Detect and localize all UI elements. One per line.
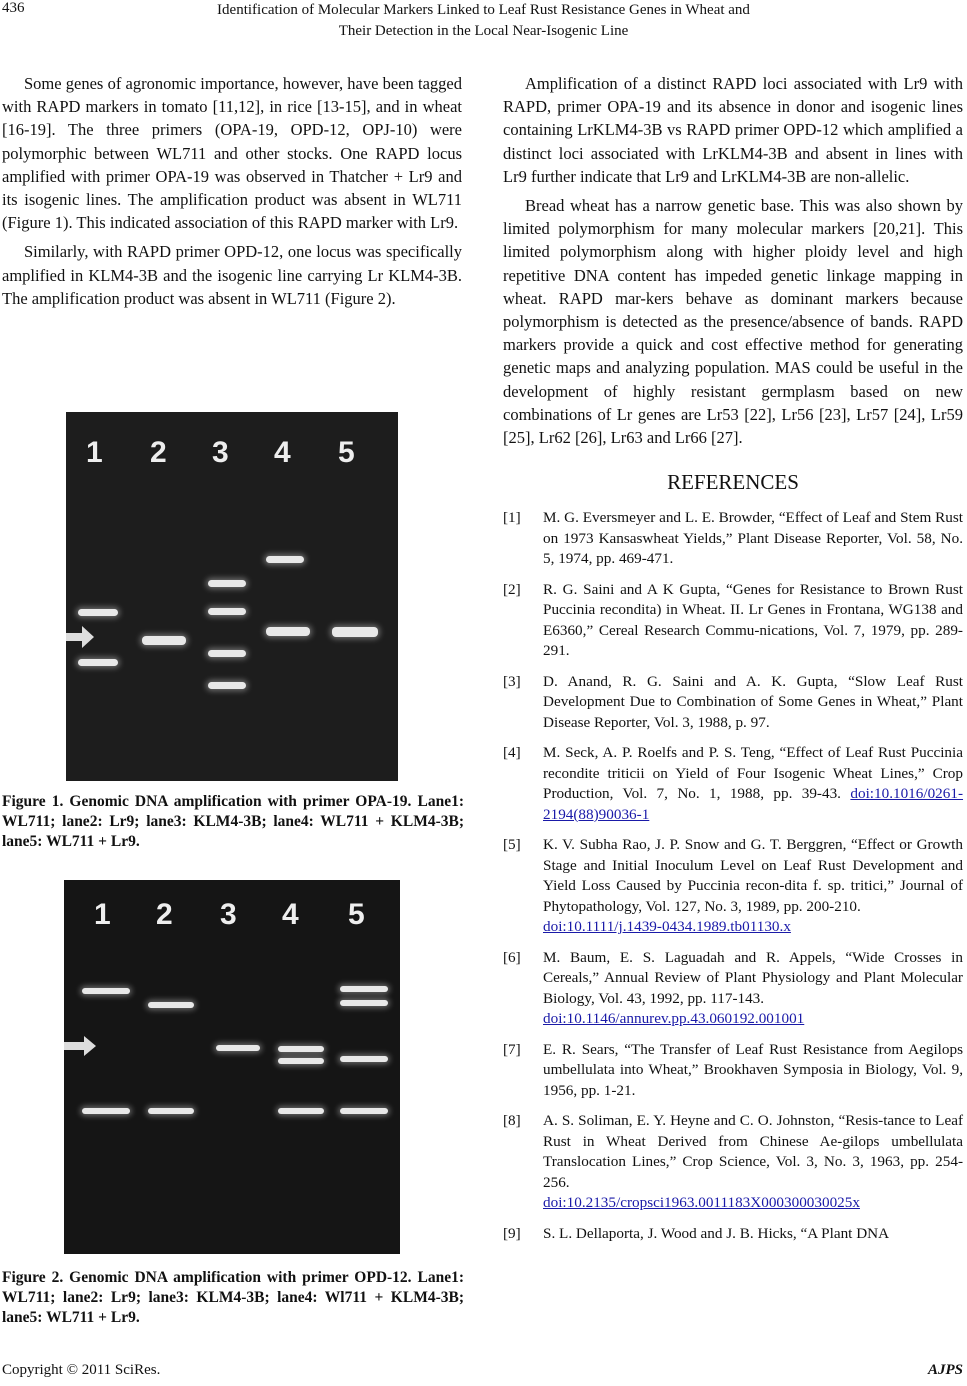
reference-item: [503, 835, 963, 938]
dna-band: [78, 659, 118, 666]
reference-item: [503, 672, 963, 734]
dna-band: [278, 1108, 324, 1114]
reference-item: [503, 508, 963, 570]
reference-number: [9]: [503, 1224, 521, 1242]
lane-label: 1: [94, 898, 111, 931]
dna-band: [148, 1108, 194, 1114]
lane-label: 5: [338, 436, 355, 469]
reference-text: K. V. Subha Rao, J. P. Snow and G. T. Berggren, “Effect or Growth Stage and Initial Inoculum Level on Leaf Rust Development and Yield Loss Caused by Puccinia recon-dita f. sp. tritici,” Journal of Phytopathology, Vol. 127, No. 3, 1989, pp. 200-210.: [543, 836, 963, 915]
reference-number: [8]: [503, 1112, 521, 1130]
lane-label: 5: [348, 898, 365, 931]
dna-band: [142, 636, 186, 645]
dna-band: [208, 608, 246, 615]
dna-band: [340, 1056, 388, 1062]
dna-band: [340, 986, 388, 992]
dna-band: [266, 627, 310, 636]
body-paragraph: Bread wheat has a narrow genetic base. This was also shown by limited polymorphism for many molecular markers [20,21]. This limited polymorphism along with higher ploidy level and high repetitive DNA content has impeded genetic linkage mapping in wheat. RAPD mar-kers behave as dominant markers because polymorphism is detected as the presence/absence of bands. RAPD markers provide a quick and cost effective method for generating genetic maps and analyzing population. MAS could be useful in the development of highly resistant germplasm based on new combinations of Lr genes are Lr53 [22], Lr56 [23], Lr57 [24], Lr59 [25], Lr62 [26], Lr63 and Lr66 [27].: [503, 196, 963, 448]
figure-2-caption: Figure 2. Genomic DNA amplification with primer OPD-12. Lane1: WL711; lane2: Lr9; lane3: KLM4-3B; lane4: Wl711 + KLM4-3B; lane5: WL711 + Lr9.: [2, 1269, 464, 1326]
dna-band: [82, 988, 130, 994]
arrow-right-icon: [64, 1036, 96, 1056]
figure-1-caption: Figure 1. Genomic DNA amplification with primer OPA-19. Lane1: WL711; lane2: Lr9; lane3: KLM4-3B; lane4: WL711 + KLM4-3B; lane5: WL711 + Lr9.: [2, 793, 464, 850]
page-number: 436: [2, 0, 25, 16]
doi-link[interactable]: doi:10.1146/annurev.pp.43.060192.001001: [543, 1010, 805, 1028]
reference-text: E. R. Sears, “The Transfer of Leaf Rust Resistance from Aegilops umbellulata into Wheat,” Brookhaven Symposia in Biology, Vol. 9, 1956, pp. 1-21.: [543, 1040, 963, 1099]
reference-text: M. G. Eversmeyer and L. E. Browder, “Effect of Leaf and Stem Rust on 1973 Kansaswheat Yields,” Plant Disease Reporter, Vol. 58, No. 5, 1974, pp. 469-471.: [543, 509, 963, 568]
dna-band: [208, 650, 246, 657]
doi-link[interactable]: doi:10.1016/0261-2194(88)90036-1: [543, 785, 964, 823]
reference-item: [503, 948, 963, 1030]
dna-band: [332, 627, 378, 637]
dna-band: [216, 1045, 260, 1051]
dna-band: [340, 1000, 388, 1006]
reference-text: M. Baum, E. S. Laguadah and R. Appels, “Wide Crosses in Cereals,” Annual Review of Plant Physiology and Plant Molecular Biology, Vol. 43, 1992, pp. 117-143.: [543, 948, 963, 1007]
footer-copyright: Copyright © 2011 SciRes.: [2, 1362, 161, 1378]
dna-band: [340, 1108, 388, 1114]
running-header-line1: Identification of Molecular Markers Linked to Leaf Rust Resistance Genes in Wheat and: [217, 2, 750, 18]
reference-number: [6]: [503, 948, 521, 966]
body-paragraph: Some genes of agronomic importance, however, have been tagged with RAPD markers in tomato [11,12], in rice [13-15], and in wheat [16-19]. The three primers (OPA-19, OPD-12, OPJ-10) were polymorphic between WL711 and other stocks. One RAPD locus amplified with primer OPA-19 was observed in Thatcher + Lr9 and its isogenic lines. The amplification product was absent in WL711 (Figure 1). This indicated association of this RAPD marker with Lr9.: [2, 74, 462, 233]
body-paragraph: Similarly, with RAPD primer OPD-12, one locus was specifically amplified in KLM4-3B and the isogenic line carrying Lr KLM4-3B. The amplification product was absent in WL711 (Figure 2).: [2, 242, 462, 308]
arrow-right-icon: [66, 626, 94, 648]
lane-label: 3: [220, 898, 237, 931]
dna-band: [278, 1058, 324, 1064]
reference-text: M. Seck, A. P. Roelfs and P. S. Teng, “Effect of Leaf Rust Puccinia recondite triticii on Yield of Four Isogenic Wheat Lines,” Crop Production, Vol. 7, No. 1, 1988, pp. 39-43.: [543, 744, 963, 803]
figure-2-gel-image: [64, 880, 400, 1254]
running-header-line2: Their Detection in the Local Near-Isogenic Line: [338, 23, 629, 39]
running-header: [0, 0, 967, 42]
dna-band: [208, 682, 246, 689]
reference-number: [7]: [503, 1040, 521, 1058]
reference-number: [1]: [503, 509, 521, 527]
lane-label: 4: [282, 898, 299, 931]
reference-item: [503, 580, 963, 662]
lane-label: 2: [150, 436, 167, 469]
left-column: [2, 72, 462, 316]
reference-item: [503, 743, 963, 825]
dna-band: [278, 1046, 324, 1052]
references-heading: REFERENCES: [667, 470, 799, 495]
reference-text: A. S. Soliman, E. Y. Heyne and C. O. Johnston, “Resis-tance to Leaf Rust in Wheat Derived from Chinese Ae-gilops umbellulata Translocation Lines,” Crop Science, Vol. 3, No. 3, 1963, pp. 254-256.: [543, 1112, 963, 1191]
dna-band: [148, 1002, 194, 1008]
dna-band: [78, 609, 118, 616]
reference-text: D. Anand, R. G. Saini and A. K. Gupta, “Slow Leaf Rust Development Due to Combination of Some Genes in Wheat,” Plant Disease Reporter, Vol. 3, 1988, p. 97.: [543, 672, 963, 731]
body-paragraph: Amplification of a distinct RAPD loci associated with Lr9 with RAPD, primer OPA-19 and its absence in donor and isogenic lines containing LrKLM4-3B vs RAPD primer OPD-12 which amplified a distinct loci associated with LrKLM4-3B and absent in lines with Lr9 further indicate that Lr9 and LrKLM4-3B are non-allelic.: [503, 74, 963, 186]
lane-label: 2: [156, 898, 173, 931]
reference-item: [503, 1224, 963, 1245]
reference-number: [3]: [503, 672, 521, 690]
reference-item: [503, 1040, 963, 1102]
reference-number: [2]: [503, 580, 521, 598]
lane-label: 1: [86, 436, 103, 469]
dna-band: [208, 580, 246, 587]
doi-link[interactable]: doi:10.2135/cropsci1963.0011183X000300030025x: [543, 1194, 860, 1212]
reference-text: S. L. Dellaporta, J. Wood and J. B. Hicks, “A Plant DNA: [543, 1224, 890, 1242]
lane-label: 4: [274, 436, 291, 469]
reference-text: R. G. Saini and A K Gupta, “Genes for Resistance to Brown Rust Puccinia recondita) in Wheat. II. Lr Genes in Frontana, WG138 and E6360,” Cereal Research Commu-nications, Vol. 7, 1979, pp. 289-291.: [543, 580, 963, 660]
reference-number: [4]: [503, 744, 521, 762]
reference-item: [503, 1111, 963, 1214]
figure-1-gel-image: [66, 412, 398, 781]
reference-list: [503, 508, 963, 1244]
dna-band: [82, 1108, 130, 1114]
footer-journal: AJPS: [927, 1362, 963, 1378]
dna-band: [266, 556, 304, 563]
right-column: [503, 72, 963, 1254]
lane-label: 3: [212, 436, 229, 469]
doi-link[interactable]: doi:10.1111/j.1439-0434.1989.tb01130.x: [543, 918, 791, 936]
reference-number: [5]: [503, 836, 521, 854]
